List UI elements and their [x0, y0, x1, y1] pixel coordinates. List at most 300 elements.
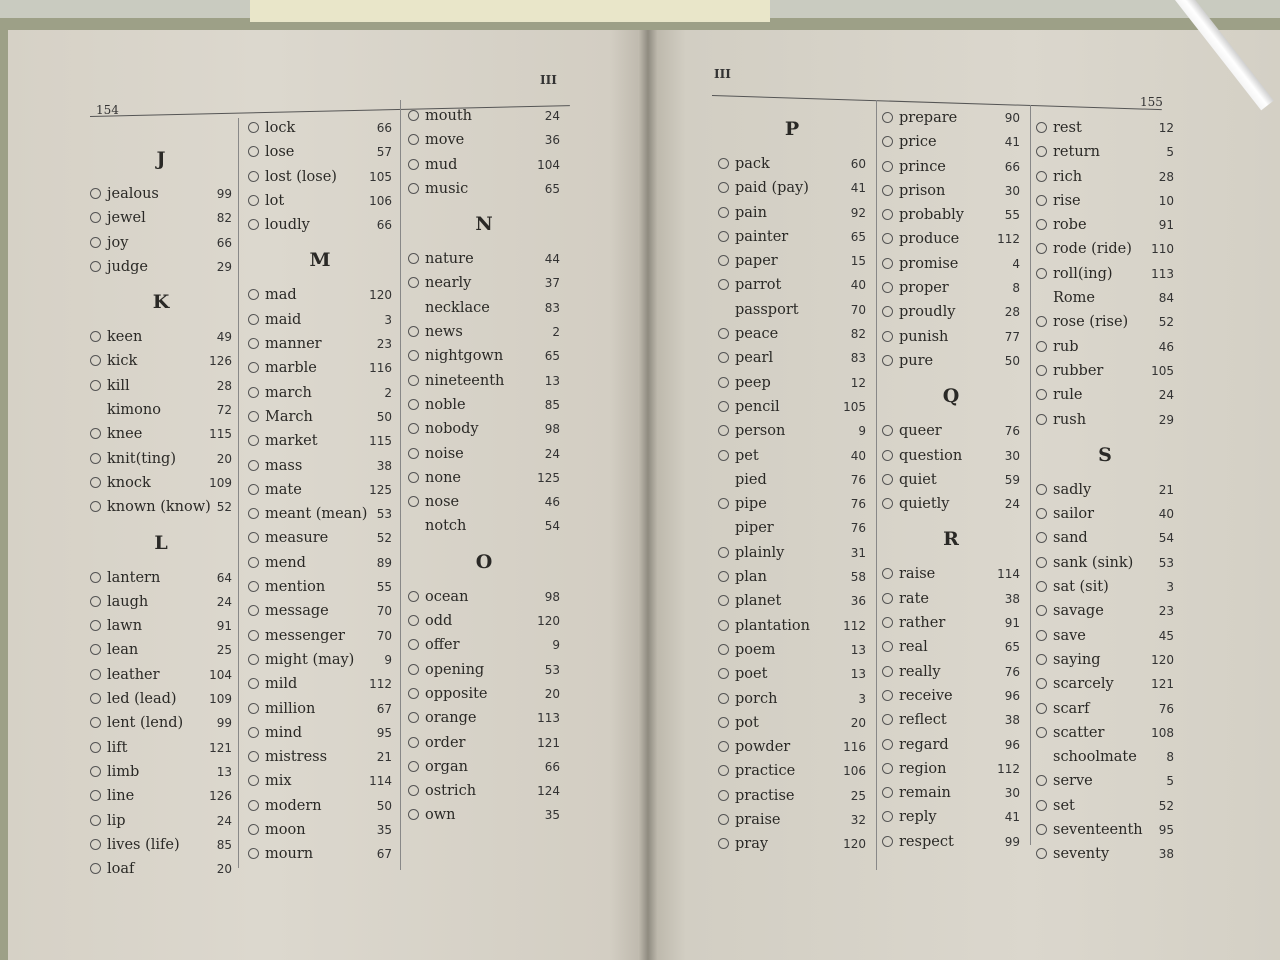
circled-number-icon [90, 693, 101, 704]
circled-number-icon [248, 460, 259, 471]
index-entry [90, 398, 232, 422]
index-entry [718, 444, 866, 468]
entry-word: rich [1053, 168, 1083, 185]
index-entry [248, 575, 392, 599]
entry-page-number: 29 [216, 259, 232, 274]
entry-page-number: 105 [369, 169, 392, 184]
circled-number-icon [718, 450, 729, 461]
circled-number-icon [882, 787, 893, 798]
entry-page-number: 50 [376, 409, 392, 424]
circled-number-icon [90, 355, 101, 366]
circled-number-icon [1036, 605, 1047, 616]
entry-word: sadly [1053, 481, 1092, 498]
index-entry [718, 735, 866, 759]
circled-number-icon [408, 423, 419, 434]
entry-word: painter [735, 228, 789, 245]
section-letter: M [309, 249, 331, 272]
index-entry [1036, 165, 1174, 189]
entry-word: ostrich [425, 783, 477, 800]
entry-word: rise [1053, 192, 1081, 209]
index-entry [718, 662, 866, 686]
entry-page-number: 13 [544, 373, 560, 388]
circled-number-icon [1036, 268, 1047, 279]
index-entry [1036, 383, 1174, 407]
index-entry [248, 308, 392, 332]
index-entry [408, 633, 560, 657]
index-entry [718, 468, 866, 492]
letter-heading [90, 136, 232, 182]
circled-number-icon [718, 207, 729, 218]
entry-word: serve [1053, 773, 1093, 790]
entry-word: pipe [735, 496, 767, 513]
right-column-2 [882, 106, 1020, 854]
entry-page-number: 50 [376, 798, 392, 813]
index-entry [718, 176, 866, 200]
entry-page-number: 20 [544, 686, 560, 701]
circled-number-icon [248, 557, 259, 568]
entry-page-number: 95 [1158, 823, 1174, 838]
section-letter: K [152, 291, 170, 314]
entry-word: opposite [425, 685, 488, 702]
entry-word: prince [899, 158, 946, 175]
entry-page-number: 120 [843, 837, 866, 852]
entry-word: pray [735, 836, 769, 853]
entry-word: ocean [425, 588, 469, 605]
entry-word: mix [265, 773, 292, 790]
circled-number-icon [882, 233, 893, 244]
entry-word: prepare [899, 110, 958, 126]
circled-number-icon [248, 171, 259, 182]
entry-page-number: 114 [997, 567, 1020, 582]
entry-word: keen [107, 329, 143, 346]
index-entry [248, 213, 392, 237]
circled-number-icon [408, 326, 419, 337]
index-entry [90, 663, 232, 687]
entry-word: sank (sink) [1053, 554, 1134, 571]
entry-word: sat (sit) [1053, 579, 1109, 596]
circled-number-icon [882, 498, 893, 509]
letter-heading [90, 279, 232, 325]
circled-number-icon [408, 664, 419, 675]
entry-page-number: 12 [1158, 121, 1174, 135]
entry-page-number: 76 [850, 497, 866, 512]
circled-number-icon [882, 811, 893, 822]
circled-number-icon [718, 377, 729, 388]
circled-number-icon [882, 282, 893, 293]
index-entry [90, 374, 232, 398]
circled-number-icon [248, 362, 259, 373]
entry-word: music [425, 180, 469, 197]
index-entry [1036, 310, 1174, 334]
entry-word: seventeenth [1053, 822, 1143, 839]
index-entry [1036, 140, 1174, 164]
entry-word: lost (lose) [265, 168, 337, 185]
left-column-3 [408, 104, 560, 828]
entry-word: lean [107, 642, 139, 659]
circled-number-icon [90, 815, 101, 826]
entry-page-number: 20 [216, 862, 232, 877]
index-entry [718, 784, 866, 808]
index-entry [248, 769, 392, 793]
entry-page-number: 91 [216, 619, 232, 634]
circled-number-icon [248, 727, 259, 738]
circled-number-icon [718, 668, 729, 679]
index-entry [248, 405, 392, 429]
entry-page-number: 30 [1004, 786, 1020, 801]
entry-page-number: 99 [1004, 834, 1020, 849]
entry-word: practise [735, 787, 795, 804]
circled-number-icon [90, 766, 101, 777]
entry-word: moon [265, 822, 306, 839]
entry-word: million [265, 700, 316, 717]
index-entry [882, 684, 1020, 708]
entry-word: orange [425, 710, 477, 727]
index-entry [248, 599, 392, 623]
entry-word: lift [107, 739, 128, 756]
entry-page-number: 5 [1166, 145, 1174, 160]
section-letter: J [156, 148, 166, 170]
circled-number-icon [408, 615, 419, 626]
entry-page-number: 23 [376, 337, 392, 352]
entry-word: price [899, 134, 937, 151]
entry-page-number: 116 [369, 361, 392, 376]
entry-word: sand [1053, 530, 1088, 547]
entry-page-number: 57 [376, 145, 392, 160]
index-entry [90, 614, 232, 638]
entry-page-number: 52 [1158, 798, 1174, 813]
entry-page-number: 24 [544, 109, 560, 123]
entry-page-number: 2 [552, 325, 560, 340]
circled-number-icon [718, 182, 729, 193]
circled-number-icon [248, 508, 259, 519]
circled-number-icon [90, 620, 101, 631]
entry-page-number: 85 [216, 837, 232, 852]
entry-word: mend [265, 554, 306, 571]
entry-page-number: 106 [369, 193, 392, 208]
entry-page-number: 121 [209, 740, 232, 755]
circled-number-icon [1036, 484, 1047, 495]
entry-page-number: 24 [1158, 388, 1174, 403]
entry-word: lantern [107, 569, 161, 586]
entry-page-number: 66 [376, 121, 392, 135]
entry-page-number: 38 [1004, 713, 1020, 728]
index-entry [90, 833, 232, 857]
circled-number-icon [248, 848, 259, 859]
circled-number-icon [90, 331, 101, 342]
entry-page-number: 99 [216, 716, 232, 731]
index-entry [1036, 842, 1174, 866]
index-entry [882, 708, 1020, 732]
circled-number-icon [248, 387, 259, 398]
left-page-number: 154 [96, 103, 119, 117]
entry-word: necklace [425, 299, 490, 316]
entry-word: peace [735, 326, 779, 343]
index-entry [718, 225, 866, 249]
circled-number-icon [882, 306, 893, 317]
circled-number-icon [1036, 800, 1047, 811]
circled-number-icon [248, 654, 259, 665]
entry-word: rubber [1053, 362, 1104, 379]
entry-page-number: 126 [209, 354, 232, 369]
circled-number-icon [408, 253, 419, 264]
entry-word: saying [1053, 651, 1101, 668]
entry-page-number: 113 [1151, 266, 1174, 281]
index-entry [882, 468, 1020, 492]
entry-page-number: 46 [544, 495, 560, 510]
entry-page-number: 65 [1004, 640, 1020, 655]
entry-page-number: 49 [216, 330, 232, 345]
entry-word: pack [735, 156, 770, 172]
index-entry [408, 706, 560, 730]
circled-number-icon [718, 644, 729, 655]
index-entry [882, 492, 1020, 516]
circled-number-icon [408, 159, 419, 170]
circled-number-icon [248, 630, 259, 641]
entry-page-number: 25 [850, 788, 866, 803]
entry-page-number: 112 [997, 761, 1020, 776]
circled-number-icon [408, 399, 419, 410]
entry-word: pet [735, 447, 759, 464]
circled-number-icon [248, 411, 259, 422]
entry-word: robe [1053, 217, 1087, 234]
circled-number-icon [882, 568, 893, 579]
entry-page-number: 53 [1158, 555, 1174, 570]
index-entry [248, 697, 392, 721]
entry-word: mention [265, 579, 326, 596]
entry-page-number: 91 [1004, 616, 1020, 631]
index-entry [408, 514, 560, 538]
section-letter: P [784, 118, 800, 140]
entry-word: planet [735, 593, 782, 610]
index-entry [1036, 672, 1174, 696]
entry-word: set [1053, 797, 1075, 814]
entry-word: probably [899, 207, 964, 224]
index-entry [718, 589, 866, 613]
circled-number-icon [718, 814, 729, 825]
circled-number-icon [1036, 703, 1047, 714]
entry-page-number: 41 [850, 181, 866, 196]
entry-page-number: 28 [1004, 305, 1020, 320]
index-entry [718, 273, 866, 297]
entry-word: pencil [735, 398, 780, 415]
entry-page-number: 41 [1004, 135, 1020, 150]
index-entry [1036, 551, 1174, 575]
entry-page-number: 35 [544, 808, 560, 823]
circled-number-icon [90, 644, 101, 655]
entry-word: kill [107, 377, 130, 394]
index-entry [90, 857, 232, 881]
index-entry [718, 614, 866, 638]
circled-number-icon [90, 453, 101, 464]
circled-number-icon [408, 496, 419, 507]
index-entry [882, 349, 1020, 373]
entry-word: practice [735, 763, 796, 780]
circled-number-icon [248, 435, 259, 446]
entry-word: passport [735, 301, 799, 318]
entry-page-number: 38 [1158, 847, 1174, 862]
index-entry [1036, 599, 1174, 623]
entry-word: quiet [899, 471, 937, 488]
index-entry [718, 492, 866, 516]
entry-page-number: 108 [1151, 725, 1174, 740]
circled-number-icon [248, 532, 259, 543]
entry-page-number: 76 [850, 521, 866, 536]
entry-page-number: 66 [544, 759, 560, 774]
index-entry [718, 346, 866, 370]
circled-number-icon [718, 401, 729, 412]
index-entry [718, 565, 866, 589]
circled-number-icon [90, 669, 101, 680]
index-entry [248, 794, 392, 818]
circled-number-icon [882, 474, 893, 485]
entry-page-number: 40 [1158, 507, 1174, 522]
index-entry [248, 672, 392, 696]
entry-page-number: 125 [369, 482, 392, 497]
index-entry [1036, 697, 1174, 721]
entry-word: save [1053, 627, 1086, 644]
entry-word: region [899, 760, 947, 777]
index-entry [248, 624, 392, 648]
right-page-roman: III [714, 67, 731, 81]
index-entry [1036, 335, 1174, 359]
entry-page-number: 112 [369, 677, 392, 692]
entry-page-number: 65 [544, 349, 560, 364]
entry-page-number: 13 [850, 667, 866, 682]
entry-page-number: 83 [544, 300, 560, 315]
entry-word: mistress [265, 749, 328, 766]
entry-page-number: 38 [376, 458, 392, 473]
section-letter: O [475, 550, 493, 573]
entry-page-number: 121 [537, 735, 560, 750]
circled-number-icon [882, 763, 893, 774]
index-entry [408, 177, 560, 201]
entry-page-number: 52 [1158, 315, 1174, 330]
entry-page-number: 24 [216, 813, 232, 828]
index-entry [882, 276, 1020, 300]
circled-number-icon [408, 183, 419, 194]
entry-word: March [265, 408, 313, 425]
entry-word: mind [265, 724, 303, 741]
circled-number-icon [882, 714, 893, 725]
entry-page-number: 64 [216, 570, 232, 585]
entry-word: plan [735, 569, 767, 586]
entry-page-number: 35 [376, 823, 392, 838]
entry-word: rest [1053, 120, 1082, 136]
entry-word: really [899, 663, 941, 680]
letter-heading [408, 201, 560, 247]
entry-page-number: 21 [1158, 482, 1174, 497]
circled-number-icon [718, 620, 729, 631]
entry-page-number: 72 [216, 403, 232, 418]
entry-word: noble [425, 396, 466, 413]
entry-word: paid (pay) [735, 180, 809, 197]
entry-word: loaf [107, 861, 135, 878]
entry-page-number: 24 [544, 446, 560, 461]
index-entry [90, 349, 232, 373]
index-entry [248, 140, 392, 164]
entry-word: modern [265, 797, 322, 814]
entry-page-number: 116 [843, 740, 866, 755]
entry-word: market [265, 433, 318, 450]
index-entry [408, 466, 560, 490]
entry-page-number: 70 [376, 628, 392, 643]
index-entry [882, 635, 1020, 659]
circled-number-icon [718, 693, 729, 704]
index-entry [408, 442, 560, 466]
right-column-3 [1036, 116, 1174, 867]
circled-number-icon [248, 146, 259, 157]
entry-word: punish [899, 328, 949, 345]
index-entry [718, 371, 866, 395]
entry-word: Rome [1053, 290, 1095, 307]
index-entry [408, 585, 560, 609]
circled-number-icon [408, 737, 419, 748]
entry-page-number: 67 [376, 847, 392, 862]
entry-page-number: 9 [384, 652, 392, 667]
entry-word: respect [899, 833, 954, 850]
index-entry [90, 784, 232, 808]
entry-word: lot [265, 192, 285, 209]
letter-heading [90, 520, 232, 566]
index-entry [248, 381, 392, 405]
entry-word: mouth [425, 108, 472, 124]
entry-word: lock [265, 120, 296, 136]
circled-number-icon [90, 188, 101, 199]
entry-page-number: 9 [552, 638, 560, 653]
entry-word: scarf [1053, 700, 1090, 717]
entry-word: loudly [265, 217, 310, 234]
entry-word: reflect [899, 712, 947, 729]
index-entry [882, 252, 1020, 276]
circled-number-icon [718, 158, 729, 169]
entry-page-number: 98 [544, 589, 560, 604]
entry-page-number: 24 [216, 594, 232, 609]
index-entry [1036, 213, 1174, 237]
left-column-divider-1 [238, 118, 239, 868]
entry-word: messenger [265, 627, 345, 644]
index-entry [90, 590, 232, 614]
index-entry [408, 104, 560, 128]
entry-page-number: 13 [850, 642, 866, 657]
entry-word: schoolmate [1053, 749, 1137, 766]
entry-page-number: 105 [843, 399, 866, 414]
entry-word: rate [899, 590, 929, 607]
entry-page-number: 104 [209, 667, 232, 682]
entry-word: offer [425, 637, 460, 654]
circled-number-icon [718, 790, 729, 801]
entry-page-number: 66 [376, 218, 392, 233]
section-letter: S [1098, 443, 1112, 466]
entry-page-number: 96 [1004, 737, 1020, 752]
section-letter: R [943, 528, 959, 551]
entry-page-number: 121 [1151, 677, 1174, 692]
paper-sheet-background [250, 0, 770, 22]
entry-page-number: 30 [1004, 448, 1020, 463]
index-entry [718, 249, 866, 273]
circled-number-icon [882, 666, 893, 677]
entry-page-number: 65 [544, 181, 560, 196]
entry-word: piper [735, 520, 774, 537]
entry-page-number: 58 [850, 570, 866, 585]
index-entry [882, 203, 1020, 227]
entry-word: nature [425, 251, 474, 268]
entry-page-number: 66 [216, 235, 232, 250]
entry-word: question [899, 447, 963, 464]
index-entry [90, 566, 232, 590]
index-entry [1036, 648, 1174, 672]
index-entry [1036, 408, 1174, 432]
entry-word: plainly [735, 544, 785, 561]
